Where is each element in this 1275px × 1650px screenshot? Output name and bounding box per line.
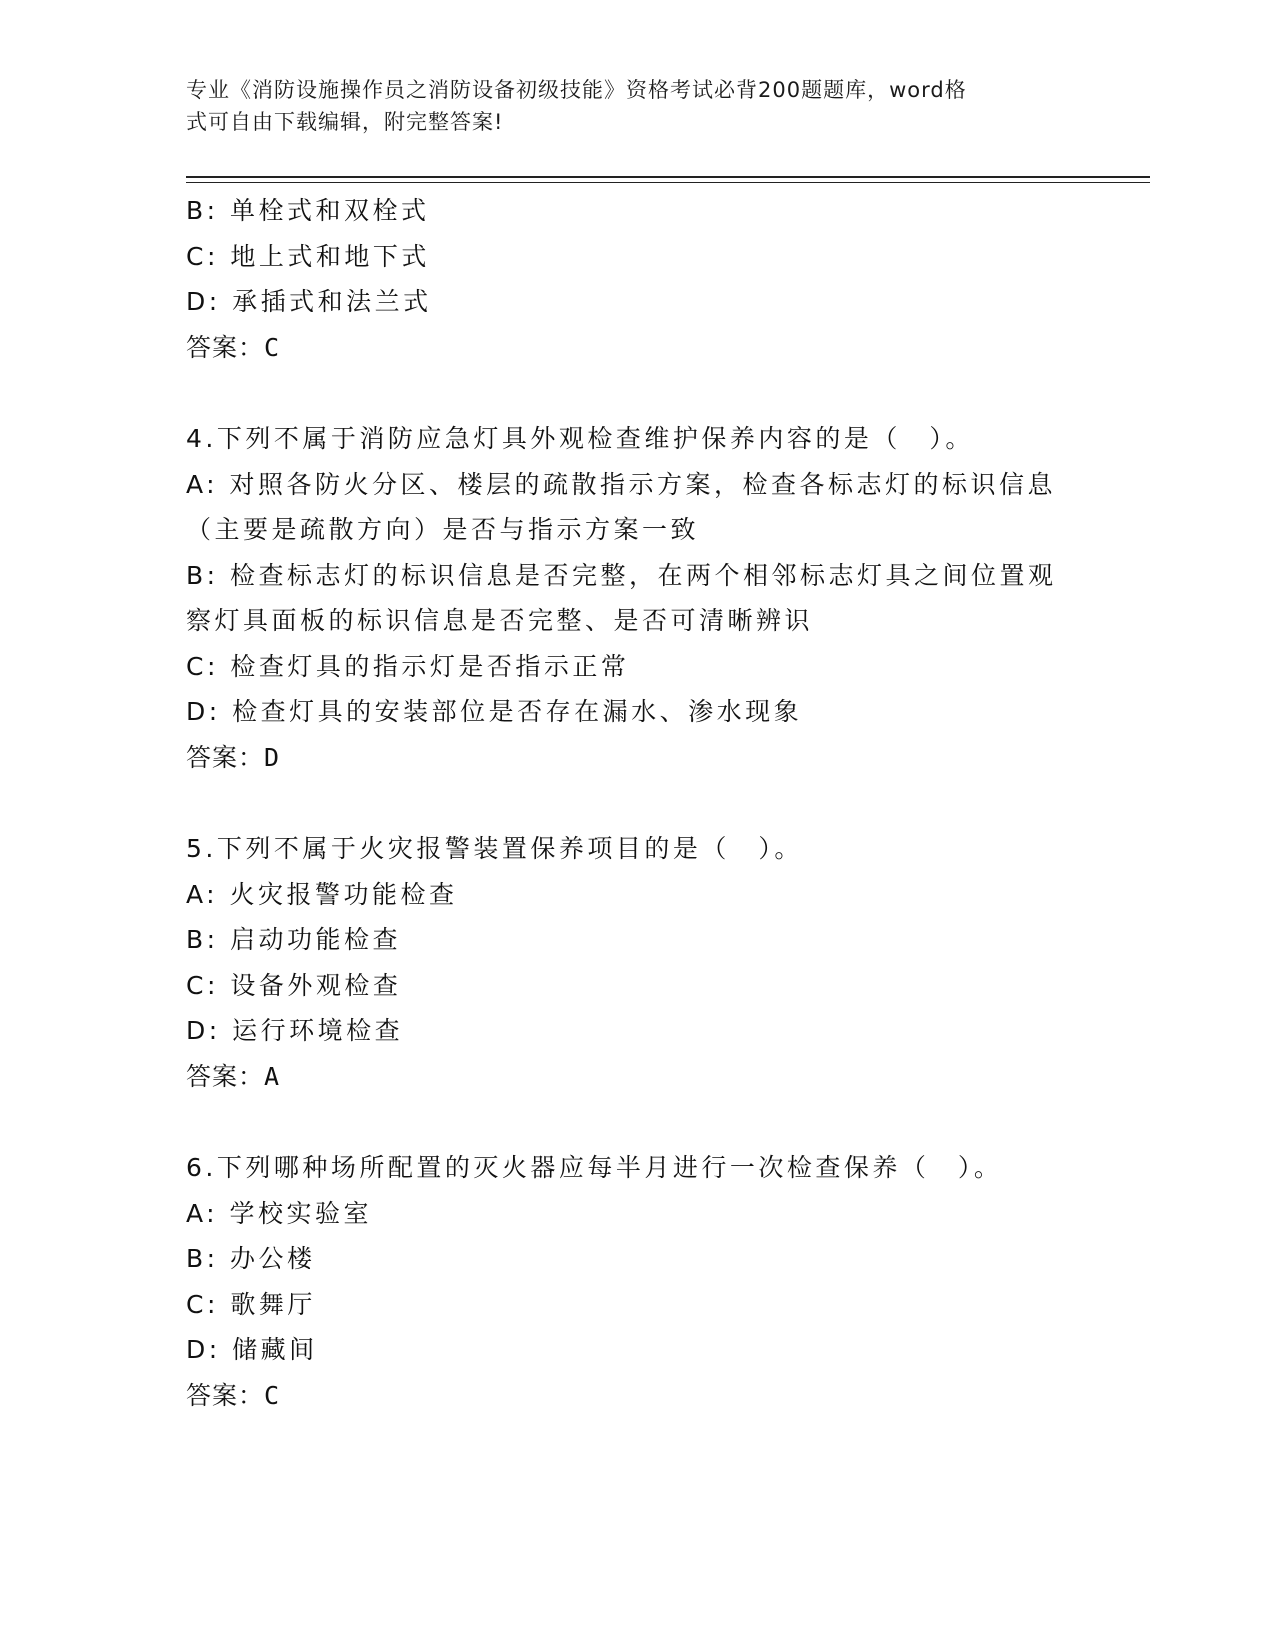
option-a-continued: （主要是疏散方向）是否与指示方案一致 bbox=[186, 515, 700, 544]
option-b: B: 办公楼 bbox=[186, 1244, 316, 1273]
option-d: D: 检查灯具的安装部位是否存在漏水、渗水现象 bbox=[186, 697, 803, 726]
document-header bbox=[186, 74, 1086, 138]
header-line-2: 式可自由下载编辑，附完整答案! bbox=[186, 110, 504, 134]
answer bbox=[186, 1373, 1086, 1419]
answer-label: 答案： bbox=[186, 1380, 265, 1410]
option-b: B: 单栓式和双栓式 bbox=[186, 196, 430, 225]
option-d: D: 储藏间 bbox=[186, 1335, 318, 1364]
answer bbox=[186, 1054, 1086, 1100]
answer-label: 答案： bbox=[186, 332, 265, 362]
answer-value: A bbox=[264, 1061, 281, 1091]
header-divider-thick bbox=[186, 176, 1150, 178]
question-6 bbox=[186, 1145, 1086, 1418]
option-c: C: 歌舞厅 bbox=[186, 1289, 316, 1319]
answer-value: C bbox=[264, 332, 281, 362]
option-c: C: 检查灯具的指示灯是否指示正常 bbox=[186, 651, 630, 681]
answer bbox=[186, 325, 1086, 371]
answer bbox=[186, 735, 1086, 781]
option-b: B: 检查标志灯的标识信息是否完整，在两个相邻标志灯具之间位置观 bbox=[186, 560, 1057, 590]
header-line-1: 专业《消防设施操作员之消防设备初级技能》资格考试必背200题题库，word格 bbox=[186, 78, 967, 102]
question-list bbox=[186, 188, 1086, 1464]
question-5 bbox=[186, 826, 1086, 1099]
answer-label: 答案： bbox=[186, 742, 265, 772]
option-a: A: 火灾报警功能检查 bbox=[186, 879, 458, 909]
answer-label: 答案： bbox=[186, 1061, 265, 1091]
question-stem: 6.下列哪种场所配置的灭火器应每半月进行一次检查保养（ ）。 bbox=[186, 1153, 1003, 1182]
option-c: C: 地上式和地下式 bbox=[186, 241, 430, 271]
option-b: B: 启动功能检查 bbox=[186, 925, 402, 954]
option-b-continued: 察灯具面板的标识信息是否完整、是否可清晰辨识 bbox=[186, 606, 814, 635]
option-c: C: 设备外观检查 bbox=[186, 970, 402, 1000]
answer-value: D bbox=[264, 742, 281, 772]
answer-value: C bbox=[264, 1380, 281, 1410]
question-stem: 5.下列不属于火灾报警装置保养项目的是（ ）。 bbox=[186, 834, 803, 863]
option-a: A: 学校实验室 bbox=[186, 1198, 373, 1228]
option-d: D: 承插式和法兰式 bbox=[186, 287, 432, 316]
question-3-continued bbox=[186, 188, 1086, 370]
option-a: A: 对照各防火分区、楼层的疏散指示方案，检查各标志灯的标识信息 bbox=[186, 469, 1057, 499]
question-4 bbox=[186, 416, 1086, 780]
option-d: D: 运行环境检查 bbox=[186, 1016, 404, 1045]
header-divider-thin bbox=[186, 182, 1150, 183]
question-stem: 4.下列不属于消防应急灯具外观检查维护保养内容的是（ ）。 bbox=[186, 424, 974, 453]
